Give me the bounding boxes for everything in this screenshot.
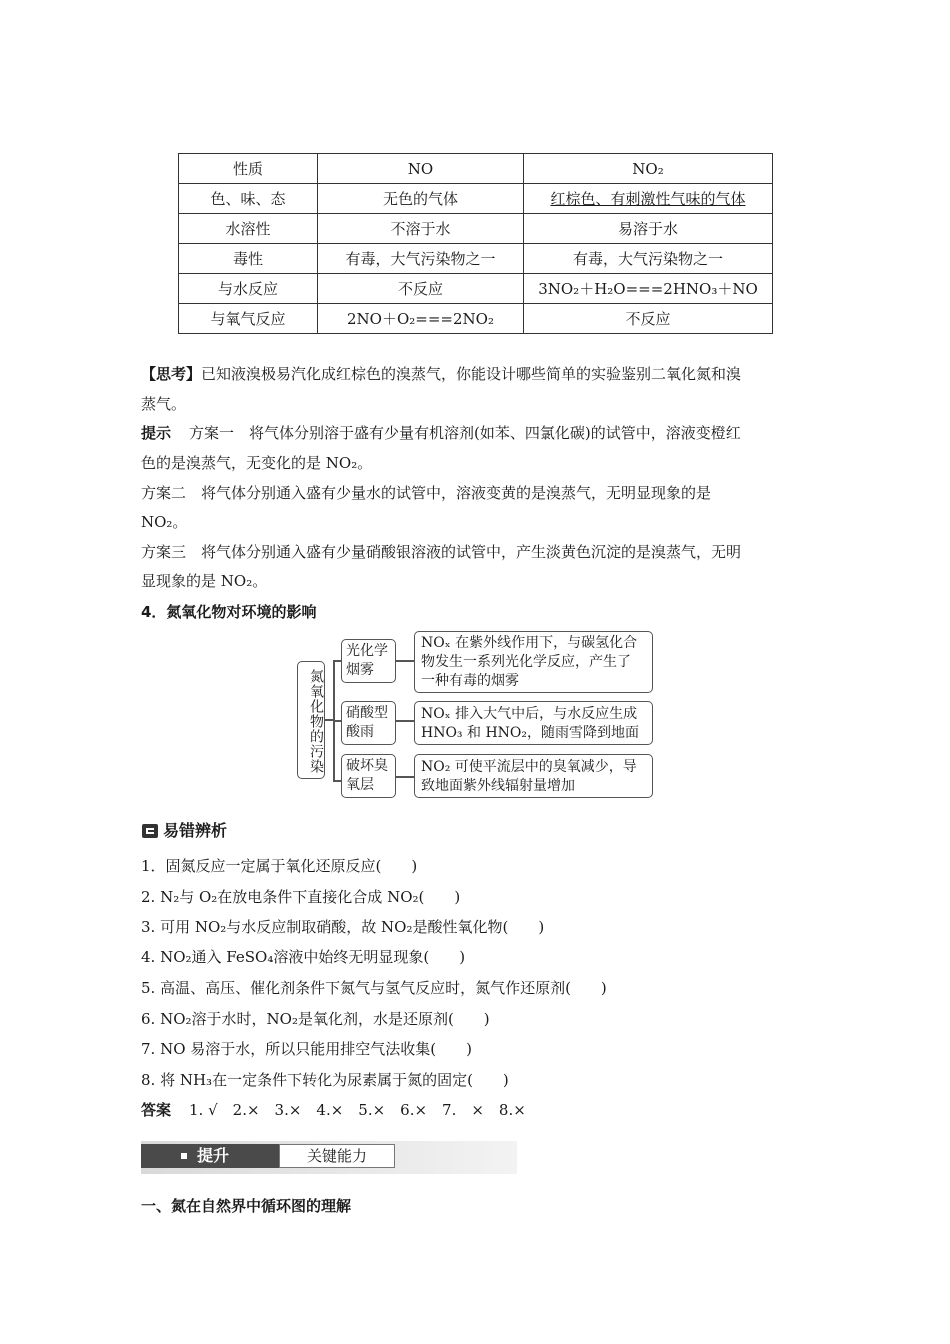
hint-line-1	[141, 418, 741, 448]
error-item: 4. NO₂通入 FeSO₄溶液中始终无明显现象( )	[141, 948, 466, 966]
table-cell: 易溶于水	[524, 214, 773, 244]
table-cell: 不溶于水	[318, 214, 524, 244]
table-cell: 毒性	[179, 244, 318, 274]
square-bullet-icon	[181, 1153, 187, 1159]
table-cell: 与氧气反应	[179, 304, 318, 334]
table-header-cell: NO₂	[524, 154, 773, 184]
table-cell: 有毒，大气污染物之一	[524, 244, 773, 274]
table-row	[179, 184, 773, 214]
diagram-desc-line: 致地面紫外线辐射量增加	[421, 778, 575, 794]
table-cell: 水溶性	[179, 214, 318, 244]
hint-label: 提示	[141, 424, 172, 442]
hint-text: 方案一 将气体分别溶于盛有少量有机溶剂(如苯、四氯化碳)的试管中，溶液变橙红	[189, 424, 741, 442]
diagram-category-ozone	[341, 754, 396, 798]
diagram-connector	[396, 720, 414, 722]
diagram-desc-line: NOₓ 在紫外线作用下，与碳氢化合	[421, 635, 638, 651]
diagram-desc-line: NO₂ 可使平流层中的臭氧减少，导	[421, 759, 637, 775]
error-analysis-title: 易错辨析	[163, 821, 228, 840]
table-header-cell: 性质	[179, 154, 318, 184]
hint-line-2: 色的是溴蒸气，无变化的是 NO₂。	[141, 454, 373, 472]
error-item: 7. NO 易溶于水，所以只能用排空气法收集( )	[141, 1040, 472, 1058]
error-item: 1．固氮反应一定属于氧化还原反应( )	[141, 857, 418, 875]
diagram-desc-line: 物发生一系列光化学反应，产生了	[421, 654, 631, 670]
table-cell: 无色的气体	[318, 184, 524, 214]
diagram-category-label: 破坏臭氧层	[346, 758, 388, 793]
diagram-desc-ozone	[414, 754, 653, 798]
think-line-2: 蒸气。	[141, 395, 187, 413]
diagram-desc-line: 一种有毒的烟雾	[421, 673, 519, 689]
table-row	[179, 304, 773, 334]
section-one-title: 一、氮在自然界中循环图的理解	[141, 1197, 352, 1215]
answer-text: 1. √ 2.× 3.× 4.× 5.× 6.× 7. × 8.×	[189, 1101, 526, 1119]
table-row	[179, 214, 773, 244]
error-item: 2. N₂与 O₂在放电条件下直接化合成 NO₂( )	[141, 888, 461, 906]
section-4-title: 4．氮氧化物对环境的影响	[141, 603, 317, 621]
error-analysis-icon	[142, 824, 158, 838]
diagram-category-label: 光化学烟雾	[346, 643, 388, 678]
answer-label: 答案	[141, 1101, 172, 1119]
diagram-connector	[325, 719, 333, 721]
banner-left-label: 提升	[197, 1146, 230, 1165]
table-cell: 色、味、态	[179, 184, 318, 214]
error-item: 3. 可用 NO₂与水反应制取硝酸，故 NO₂是酸性氧化物( )	[141, 918, 545, 936]
diagram-desc-line: HNO₃ 和 HNO₂，随雨雪降到地面	[421, 725, 639, 741]
banner-right: 关键能力	[279, 1144, 395, 1168]
diagram-category-photochemical-smog	[341, 639, 396, 683]
table-cell: 3NO₂＋H₂O===2HNO₃＋NO	[524, 274, 773, 304]
diagram-desc-line: NOₓ 排入大气中后，与水反应生成	[421, 706, 638, 722]
table-cell: 与水反应	[179, 274, 318, 304]
answer-line	[141, 1095, 526, 1125]
table-cell: 不反应	[524, 304, 773, 334]
table-cell: 有毒，大气污染物之一	[318, 244, 524, 274]
hint-line-6: 显现象的是 NO₂。	[141, 572, 268, 590]
diagram-desc-photochemical-smog	[414, 631, 653, 693]
properties-table	[178, 153, 773, 334]
hint-line-5: 方案三 将气体分别通入盛有少量硝酸银溶液的试管中，产生淡黄色沉淀的是溴蒸气，无明	[141, 543, 742, 561]
think-text: 已知液溴极易汽化成红棕色的溴蒸气，你能设计哪些简单的实验鉴别二氧化氮和溴	[201, 365, 742, 383]
error-item: 8. 将 NH₃在一定条件下转化为尿素属于氮的固定( )	[141, 1071, 509, 1089]
table-header-cell: NO	[318, 154, 524, 184]
think-label: 【思考】	[141, 365, 202, 383]
diagram-connector	[333, 720, 341, 722]
diagram-connector	[396, 776, 414, 778]
diagram-category-label: 硝酸型酸雨	[346, 705, 388, 740]
hint-line-3: 方案二 将气体分别通入盛有少量水的试管中，溶液变黄的是溴蒸气，无明显现象的是	[141, 484, 712, 502]
diagram-connector	[396, 660, 414, 662]
banner-left	[141, 1144, 279, 1168]
table-row	[179, 274, 773, 304]
diagram-category-acid-rain	[341, 701, 396, 745]
table-cell: 不反应	[318, 274, 524, 304]
error-item: 6. NO₂溶于水时，NO₂是氧化剂，水是还原剂( )	[141, 1010, 490, 1028]
table-row	[179, 244, 773, 274]
table-header-row	[179, 154, 773, 184]
diagram-connector	[333, 660, 341, 662]
think-line-1	[141, 359, 741, 389]
table-cell: 红棕色、有刺激性气味的气体	[524, 184, 773, 214]
hint-line-4: NO₂。	[141, 513, 188, 531]
diagram-connector	[333, 780, 341, 782]
diagram-root: 氮氧化物的污染	[297, 661, 325, 779]
diagram-desc-acid-rain	[414, 701, 653, 745]
table-cell: 2NO＋O₂===2NO₂	[318, 304, 524, 334]
error-item: 5. 高温、高压、催化剂条件下氮气与氢气反应时，氮气作还原剂( )	[141, 979, 607, 997]
